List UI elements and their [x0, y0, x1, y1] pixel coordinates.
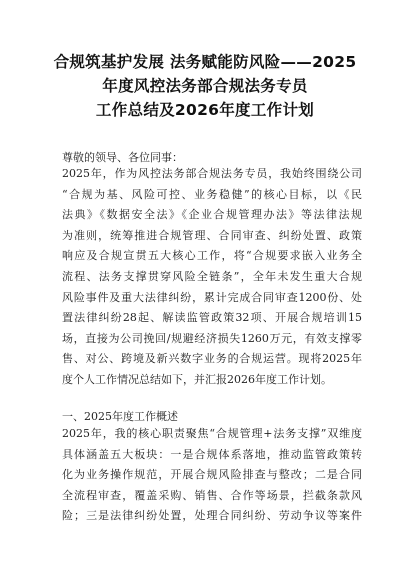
salutation: 尊敬的领导、各位同事： — [62, 151, 183, 164]
intro-paragraph — [62, 164, 362, 391]
intro-line: 2025年，作为风控法务部合规法务专员，我始终围绕公司 — [62, 167, 362, 180]
section-1-line: 全流程审查，覆盖采购、销售、合作等场景，拦截条款风 — [62, 488, 362, 502]
section-1-line: 2025年，我的核心职责聚焦“合规管理+法务支撑”双维度 — [62, 427, 362, 440]
section-1-line: 化为业务操作规范，开展合规风险排查与整改；二是合同 — [62, 468, 362, 482]
intro-line: 为准则，统筹推进合规管理、合同审查、纠纷处置、政策 — [62, 228, 362, 242]
document-title-line-2: 年度风控法务部合规法务专员 — [102, 77, 308, 95]
section-1-line: 具体涵盖五大板块：一是合规体系落地，推动监管政策转 — [62, 447, 362, 461]
intro-line: 流程、法务支撑贯穿风险全链条”，全年未发生重大合规 — [62, 269, 362, 283]
intro-line: 置法律纠纷28起、解读监管政策32项、开展合规培训15 — [62, 311, 362, 325]
intro-line: 响应及合规宣贯五大核心工作，将“合规要求嵌入业务全 — [62, 249, 362, 263]
document-title-line-1: 合规筑基护发展 法务赋能防风险——2025 — [53, 53, 357, 71]
intro-line: 场，直接为公司挽回/规避经济损失1260万元，有效支撑零 — [62, 331, 362, 345]
intro-line: 法典》《数据安全法》《企业合规管理办法》等法律法规 — [62, 208, 362, 222]
intro-line: 风险事件及重大法律纠纷，累计完成合同审查1200份、处 — [62, 290, 362, 304]
intro-line: “合规为基、风险可控、业务稳健”的核心目标，以《民 — [62, 187, 362, 201]
section-1-heading: 一、2025年度工作概述 — [62, 410, 178, 423]
section-1-paragraph — [62, 424, 362, 527]
intro-line: 度个人工作情况总结如下，并汇报2026年度工作计划。 — [62, 372, 332, 386]
intro-line: 售、对公、跨境及新兴数字业务的合规运营。现将2025年 — [62, 352, 362, 366]
section-1-line: 险；三是法律纠纷处置，处理合同纠纷、劳动争议等案件 — [62, 509, 362, 523]
document-title-line-3: 工作总结及2026年度工作计划 — [95, 101, 315, 119]
